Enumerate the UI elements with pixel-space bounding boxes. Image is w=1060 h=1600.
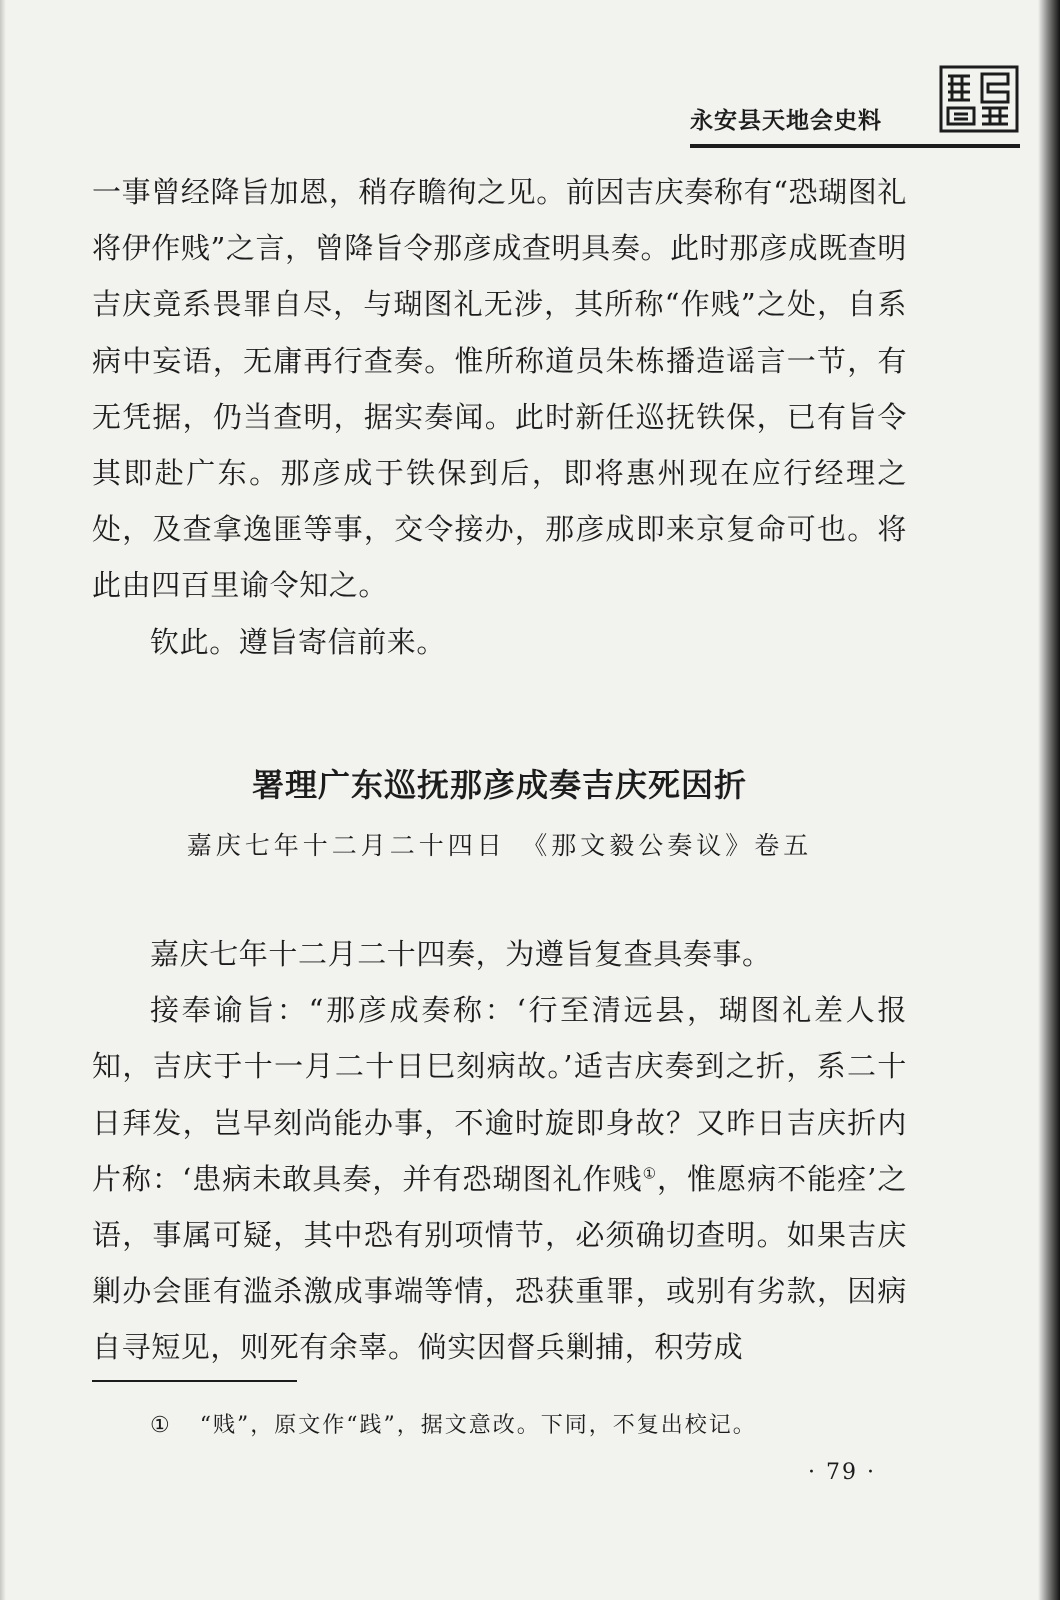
page-number: · 79 ·: [808, 1460, 876, 1485]
footnote-rule: [92, 1380, 297, 1382]
footnote-mark: ①: [150, 1413, 172, 1438]
seal-stamp-icon: [938, 64, 1020, 134]
page-left-shadow: [0, 0, 6, 1600]
footnote: [150, 1408, 910, 1439]
section-source: 嘉庆七年十二月二十四日 《那文毅公奏议》卷五: [186, 831, 813, 860]
page-binding-shadow: [1038, 0, 1060, 1600]
paragraph-text: ，惟愿病不能痊’之语，事属可疑，其中恐有别项情节，必须确切查明。如果吉庆剿办会匪有滥杀激成事端等情，恐获重罪，或别有劣款，因病自寻短见，则死有余辜。倘实因督兵剿捕，积劳成: [92, 1161, 907, 1365]
section-title: 署理广东巡抚那彦成奏吉庆死因折: [251, 766, 747, 804]
running-header: [690, 100, 930, 140]
footnote-reference[interactable]: ①: [642, 1164, 658, 1183]
header-rule: [690, 144, 1020, 148]
text-block-top: [92, 164, 907, 670]
text-block-bottom: [92, 926, 907, 1376]
paragraph: 钦此。遵旨寄信前来。: [150, 624, 447, 659]
paragraph-text: 接奉谕旨：“那彦成奏称：‘行至清远县，瑚图礼差人报知，吉庆于十一月二十日巳刻病故。’适吉庆奏到之折，系二十日拜发，岂早刻尚能办事，不逾时旋即身故？又昨日吉庆折内片称：‘患病未敢具奏，并有恐瑚图礼作贱: [92, 993, 907, 1196]
running-header-title: 永安县天地会史料: [690, 108, 882, 134]
paragraph: 嘉庆七年十二月二十四奏，为遵旨复查具奏事。: [150, 937, 772, 971]
footnote-text: “贱”，原文作“践”，据文意改。下同，不复出校记。: [199, 1413, 757, 1438]
paragraph: [92, 982, 907, 1375]
paragraph: 一事曾经降旨加恩，稍存瞻徇之见。前因吉庆奏称有“恐瑚图礼将伊作贱”之言，曾降旨令那彦成查明具奏。此时那彦成既查明吉庆竟系畏罪自尽，与瑚图礼无涉，其所称“作贱”之处，自系病中妄语，无庸再行查奏。惟所称道员朱栋播造谣言一节，有无凭据，仍当查明，据实奏闻。此时新任巡抚铁保，已有旨令其即赴广东。那彦成于铁保到后，即将惠州现在应行经理之处，及查拿逸匪等事，交令接办，那彦成即来京复命可也。将此由四百里谕令知之。: [92, 175, 907, 603]
